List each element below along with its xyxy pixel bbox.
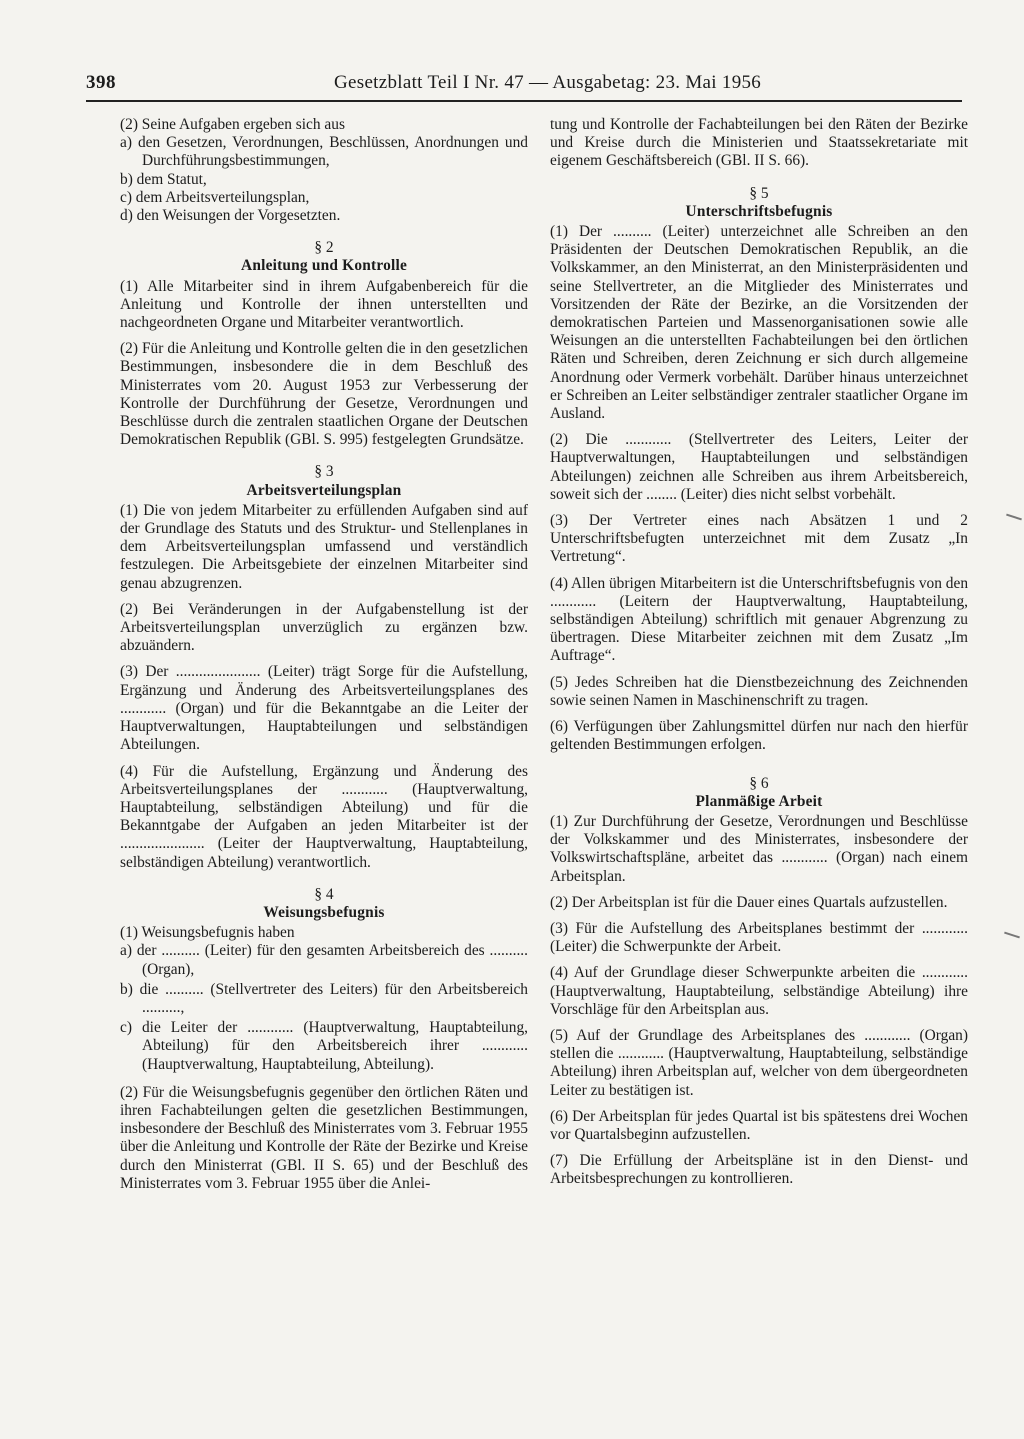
paragraph: (5) Auf der Grundlage des Arbeitsplanes des ............ (Organ) stellen die ............ (Hauptverwaltung, Hauptabteilung, selbständige Abteilung) ihren Arbeitsplan auf, welcher von dem übergeordneten Leiter zu bestätigen ist. [550, 1026, 968, 1099]
paragraph: (2) Für die Weisungsbefugnis gegenüber den örtlichen Räten und ihren Fachabteilungen gelten die gesetzlichen Bestimmungen, insbesondere der Beschluß des Ministerrates vom 3. Februar 1955 über die Anleitung und Kontrolle der Räte der Bezirke und Kreise durch den Ministerrat (GBl. II S. 65) und der Beschluß des Ministerrates vom 3. Februar 1955 über die Anlei- [120, 1083, 528, 1192]
left-column [120, 116, 528, 1201]
paragraph: (4) Auf der Grundlage dieser Schwerpunkte arbeiten die ............ (Hauptverwaltung, Hauptabteilung, selbständige Abteilung) ihre Vorschläge für den Arbeitsplan aus. [550, 964, 968, 1018]
section-number: § 5 [749, 184, 769, 202]
section-number: § 6 [749, 774, 769, 792]
list-item: c) dem Arbeitsverteilungsplan, [120, 188, 310, 206]
paragraph: (2) Seine Aufgaben ergeben sich aus [120, 116, 345, 133]
paragraph: (6) Verfügungen über Zahlungsmittel dürfen nur nach den hierfür geltenden Bestimmungen erfolgen. [550, 718, 968, 754]
paragraph-continuation: tung und Kontrolle der Fachabteilungen bei den Räten der Bezirke und Kreise durch die Ministerien und Staatssekretariate mit eigenem Geschäftsbereich (GBl. II S. 66). [550, 116, 968, 170]
paragraph: (1) Zur Durchführung der Gesetze, Verordnungen und Beschlüsse der Volkskammer und des Ministerrates, insbesondere der Volkswirtschaftspläne, arbeitet das ............ (Organ) nach einem Arbeitsplan. [550, 812, 968, 885]
paragraph: (4) Allen übrigen Mitarbeitern ist die Unterschriftsbefugnis von den ............ (Leitern der Hauptverwaltung, Hauptabteilung, selbständigen Abteilung) schriftlich mit genauer Abgrenzung zu übertragen. Diese Mitarbeiter zeichnen mit dem Zusatz „Im Auftrage“. [550, 574, 969, 665]
paragraph: (3) Für die Aufstellung des Arbeitsplanes bestimmt der ............ (Leiter) die Schwerpunkte der Arbeit. [550, 919, 968, 956]
section-title: Weisungsbefugnis [263, 903, 385, 921]
paragraph: (2) Für die Anleitung und Kontrolle gelten die in den gesetzlichen Bestimmungen, insbesondere die in dem Beschluß des Ministerrates vom 20. August 1953 zur Verbesserung der Kontrolle der Durchführung der Gesetze, Verordnungen und Beschlüsse durch die zentralen staatlichen Organe der Deutschen Demokratischen Republik (GBl. S. 995) festgelegten Grundsätze. [120, 340, 528, 449]
right-column [550, 116, 968, 1197]
paragraph: (7) Die Erfüllung der Arbeitspläne ist in den Dienst- und Arbeitsbesprechungen zu kontrollieren. [550, 1152, 968, 1188]
paragraph: (3) Der ...................... (Leiter) trägt Sorge für die Aufstellung, Ergänzung und Änderung des Arbeitsverteilungsplanes des ............ (Organ) und für die Bekanntgabe an die Leiter der Hauptverwaltungen, Hauptabteilungen und selbständigen Abteilungen. [120, 663, 528, 754]
list-item: c) die Leiter der ............ (Hauptverwaltung, Hauptabteilung, Abteilung) für den Arbeitsbereich ihrer ............ (Hauptverwaltung, Hauptabteilung, Abteilung). [120, 1019, 528, 1073]
paragraph: (2) Bei Veränderungen in der Aufgabenstellung ist der Arbeitsverteilungsplan unverzüglich zu ergänzen bzw. abzuändern. [120, 600, 528, 655]
page-number: 398 [86, 72, 116, 93]
header-title: Gesetzblatt Teil I Nr. 47 — Ausgabetag: 23. Mai 1956 [334, 72, 762, 93]
list-item: d) den Weisungen der Vorgesetzten. [120, 207, 341, 225]
section-title: Unterschriftsbefugnis [685, 202, 833, 220]
paragraph: (1) Alle Mitarbeiter sind in ihrem Aufgabenbereich für die Anleitung und Kontrolle der ihnen unterstellten und nachgeordneten Organe und Mitarbeiter verantwortlich. [120, 277, 528, 332]
paragraph: (1) Der .......... (Leiter) unterzeichnet alle Schreiben an den Präsidenten der Deutschen Demokratischen Republik, an die Volkskammer, an den Ministerrat, an den Ministerpräsidenten und seine Stellvertreter, an die Mitglieder des Ministerrates und Vorsitzenden der Räte der Bezirke, an die Vorsitzenden der demokratischen Parteien und Massenorganisationen sowie alle Weisungen an die unterstellten Fachabteilungen bei den örtlichen Räten und Schreiben, deren Zeichnung er sich durch allgemeine Anordnung oder Vermerk vorbehält. Darüber hinaus unterzeichnet er Schreiben an Leiter selbständiger zentraler staatlicher Organe im Ausland. [550, 223, 968, 423]
section-title: Planmäßige Arbeit [695, 792, 823, 810]
margin-mark [1004, 932, 1020, 939]
margin-mark [1006, 514, 1022, 521]
section-number: § 4 [314, 885, 334, 903]
list-item: a) der .......... (Leiter) für den gesamten Arbeitsbereich des .......... (Organ), [120, 942, 528, 978]
list-item: b) dem Statut, [120, 170, 207, 188]
section-title: Anleitung und Kontrolle [241, 257, 407, 275]
section-number: § 3 [314, 463, 334, 481]
paragraph: (6) Der Arbeitsplan für jedes Quartal ist bis spätestens drei Wochen vor Quartalsbeginn aufzustellen. [550, 1107, 968, 1143]
section-title: Arbeitsverteilungsplan [246, 481, 402, 499]
paragraph: (4) Für die Aufstellung, Ergänzung und Änderung des Arbeitsverteilungsplanes der ............ (Hauptverwaltung, Hauptabteilung, selbständigen Abteilung) und für die Bekanntgabe der Aufgaben an jeden Mitarbeiter ist der ...................... (Leiter der Hauptverwaltung, Hauptabteilung, selbständigen Abteilung) verantwortlich. [120, 762, 528, 871]
paragraph: (3) Der Vertreter eines nach Absätzen 1 und 2 Unterschriftsbefugten unterzeichnet mit dem Zusatz „In Vertretung“. [550, 512, 968, 566]
paragraph: (1) Die von jedem Mitarbeiter zu erfüllenden Aufgaben sind auf der Grundlage des Statuts und des Struktur- und Stellenplanes in dem Arbeitsverteilungsplan umfassend und verständlich festzulegen. Die Arbeitsgebiete der einzelnen Mitarbeiter sind genau abzugrenzen. [120, 501, 528, 592]
list-item: a) den Gesetzen, Verordnungen, Beschlüssen, Anordnungen und Durchführungsbestimmungen, [120, 134, 528, 170]
page-header [86, 72, 962, 102]
list-item: b) die .......... (Stellvertreter des Leiters) für den Arbeitsbereich .........., [120, 980, 528, 1016]
section-number: § 2 [314, 239, 334, 257]
paragraph: (5) Jedes Schreiben hat die Dienstbezeichnung des Zeichnenden sowie seinen Namen in Maschinenschrift zu tragen. [550, 673, 968, 709]
paragraph: (1) Weisungsbefugnis haben [120, 924, 295, 942]
paragraph: (2) Der Arbeitsplan ist für die Dauer eines Quartals aufzustellen. [550, 893, 948, 911]
paragraph: (2) Die ............ (Stellvertreter des Leiters, Leiter der Hauptverwaltungen, Hauptabteilungen und selbständigen Abteilungen) zeichnen alle Schreiben aus ihrem Arbeitsbereich, soweit sich der ........ (Leiter) dies nicht selbst vorbehält. [550, 431, 968, 503]
